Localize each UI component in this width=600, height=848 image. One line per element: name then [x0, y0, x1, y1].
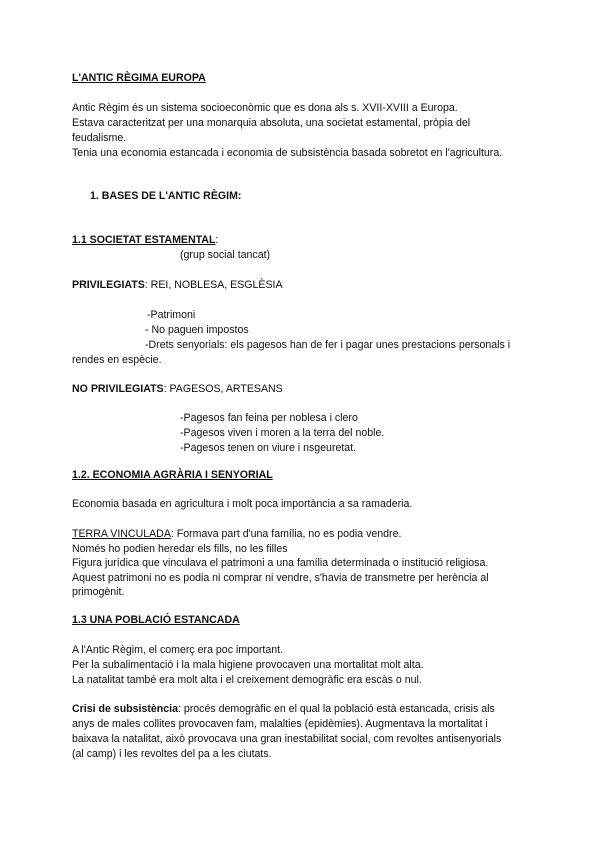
list-item: -Pagesos tenen on viure i nsgeuretat. [180, 442, 357, 454]
subsection-title: 1.1 SOCIETAT ESTAMENTAL [72, 234, 216, 246]
term-definition: : Formava part d'una família, no es podia vendre. [170, 528, 402, 540]
paragraph-line: Només ho podien heredar els fills, no les filles [72, 543, 288, 555]
nonprivileged-groups: : PAGESOS, ARTESANS [163, 383, 283, 395]
privileged-label: PRIVILEGIATS [72, 279, 145, 291]
paragraph-line: primogènit. [72, 586, 125, 598]
paragraph-line: Aquest patrimoni no es podia ni comprar ni vendre, s'havia de transmetre per herència al [72, 572, 489, 584]
heading-suffix: : [215, 234, 219, 246]
crisis-line [72, 703, 495, 716]
privileged-groups: : REI, NOBLESA, ESGLÈSIA [144, 279, 283, 291]
list-item: -Pagesos viven i moren a la terra del noble. [180, 427, 385, 439]
document-title: L'ANTIC RÈGIMA EUROPA [72, 72, 206, 84]
paragraph-line: A l'Antic Règim, el comerç era poc important. [72, 644, 284, 656]
section-heading: 1. BASES DE L'ANTIC RÈGIM: [90, 190, 242, 202]
nonprivileged-label: NO PRIVILEGIATS [72, 383, 164, 395]
crisis-definition: : procés demogràfic en el qual la població està estancada, crisis als [177, 703, 495, 715]
intro-line: feudalisme. [72, 132, 127, 144]
intro-line: Antic Règim és un sistema socioeconòmic que es dona als s. XVII-XVIII a Europa. [72, 102, 458, 114]
paragraph-line: anys de males collites provocaven fam, malalties (epidèmies). Augmentava la mortalitat i [72, 718, 488, 730]
intro-line: Estava caracteritzat per una monarquia absoluta, una societat estamental, pròpia del [72, 117, 471, 129]
subsection-heading-1-1 [72, 234, 218, 247]
paragraph-line: Figura jurídica que vinculava el patrimoni a una família determinada o institució religiosa. [72, 557, 489, 569]
paragraph-line: baixava la natalitat, això provocava una gran inestabilitat social, com revoltes antisenyorials [72, 733, 502, 745]
subsection-heading-1-2: 1.2. ECONOMIA AGRÀRIA I SENYORIAL [72, 469, 273, 481]
intro-line: Tenia una economia estancada i economia de subsistència basada sobretot en l'agricultura. [72, 147, 503, 159]
term-line [72, 528, 401, 541]
list-item-continuation: rendes en espècie. [72, 354, 162, 366]
list-item: - No paguen impostos [145, 324, 249, 336]
list-item: -Patrimoni [147, 309, 196, 321]
subsection-subtitle: (grup social tancat) [180, 249, 271, 261]
nonprivileged-line [72, 383, 283, 396]
privileged-line [72, 279, 283, 292]
list-item: -Pagesos fan feina per noblesa i clero [180, 412, 358, 424]
paragraph-line: La natalitat també era molt alta i el creixement demogràfic era escàs o nul. [72, 674, 422, 686]
paragraph-line: Per la subalimentació i la mala higiene provocaven una mortalitat molt alta. [72, 659, 424, 671]
crisis-label: Crisi de subsistència [72, 703, 178, 715]
term-label: TERRA VINCULADA [72, 528, 171, 540]
paragraph-line: (al camp) i les revoltes del pa a les ciutats. [72, 748, 272, 760]
subsection-heading-1-3: 1.3 UNA POBLACIÓ ESTANCADA [72, 614, 240, 626]
list-item: -Drets senyorials: els pagesos han de fer i pagar unes prestacions personals i [145, 339, 511, 351]
paragraph: Economia basada en agricultura i molt poca importància a sa ramaderia. [72, 498, 413, 510]
